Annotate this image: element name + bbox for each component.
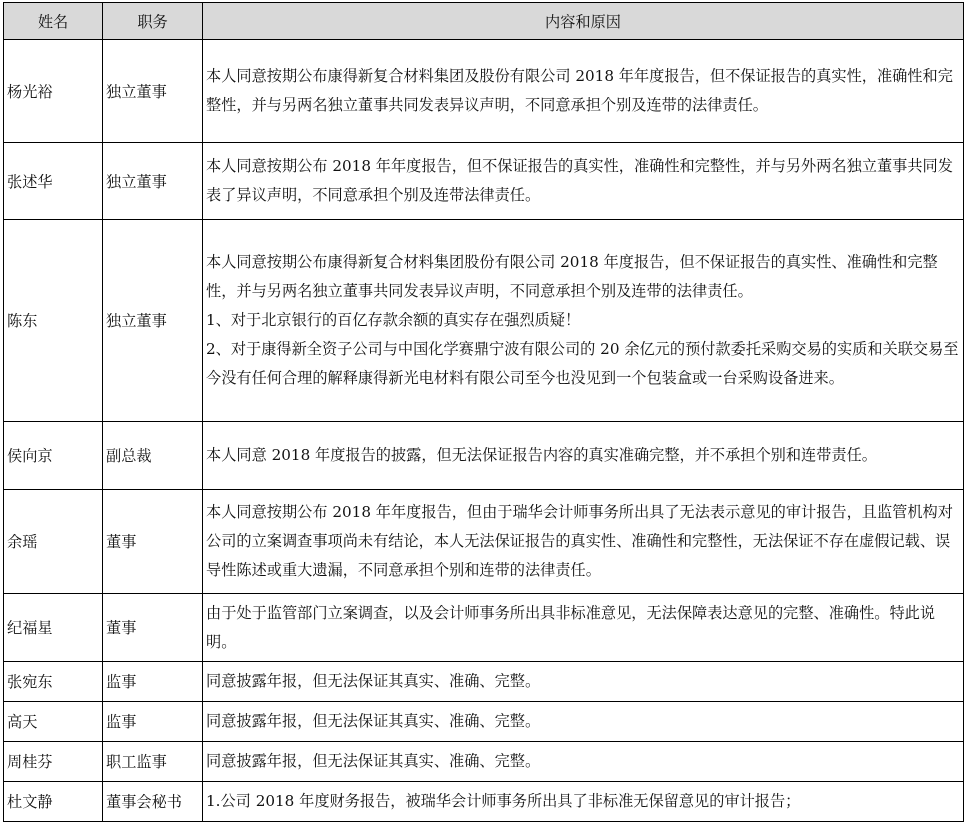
statement-line: 本人同意按期公布 2018 年年度报告，但由于瑞华会计师事务所出具了无法表示意见的审计报告，且监管机构对公司的立案调查事项尚未有结论，本人无法保证报告的真实性、准确性和完整性，无法保证不存在虚假记载、误导性陈述或重大遗漏，不同意承担个别和连带的法律责任。 <box>206 503 953 579</box>
header-name: 姓名 <box>4 3 103 40</box>
table-row <box>4 490 964 594</box>
statement-line: 同意披露年报，但无法保证其真实、准确、完整。 <box>206 672 541 690</box>
statement <box>203 662 964 702</box>
person-name: 余瑶 <box>4 490 103 594</box>
table-row <box>4 742 964 782</box>
person-name: 高天 <box>4 702 103 742</box>
table-row <box>4 702 964 742</box>
statement-line: 由于处于监管部门立案调查，以及会计师事务所出具非标准意见，无法保障表达意见的完整、准确性。特此说明。 <box>206 603 935 651</box>
header-row <box>4 3 964 40</box>
statement <box>203 702 964 742</box>
person-name: 杨光裕 <box>4 40 103 143</box>
statement <box>203 40 964 143</box>
statement-line: 同意披露年报，但无法保证其真实、准确、完整。 <box>206 712 541 730</box>
header-role: 职务 <box>103 3 203 40</box>
person-role: 独立董事 <box>103 220 203 422</box>
table-row <box>4 422 964 490</box>
table-row <box>4 662 964 702</box>
table-row <box>4 782 964 822</box>
person-role: 职工监事 <box>103 742 203 782</box>
statement <box>203 742 964 782</box>
director-statements-table <box>3 2 964 822</box>
person-role: 董事会秘书 <box>103 782 203 822</box>
header-content: 内容和原因 <box>203 3 964 40</box>
statement-line: 2、对于康得新全资子公司与中国化学赛鼎宁波有限公司的 20 余亿元的预付款委托采购交易的实质和关联交易至今没有任何合理的解释康得新光电材料有限公司至今也没见到一个包装盒或一台采购设备进来。 <box>206 340 959 387</box>
person-role: 董事 <box>103 490 203 594</box>
person-role: 董事 <box>103 594 203 662</box>
statement <box>203 422 964 490</box>
statement-line: 1.公司 2018 年度财务报告，被瑞华会计师事务所出具了非标准无保留意见的审计报告； <box>206 792 801 810</box>
statement-line: 本人同意按期公布康得新复合材料集团及股份有限公司 2018 年年度报告，但不保证报告的真实性，准确性和完整性，并与另两名独立董事共同发表异议声明，不同意承担个别及连带的法律责任。 <box>206 67 953 114</box>
person-name: 纪福星 <box>4 594 103 662</box>
statement-line: 本人同意 2018 年度报告的披露，但无法保证报告内容的真实准确完整，并不承担个别和连带责任。 <box>206 446 877 464</box>
person-name: 张宛东 <box>4 662 103 702</box>
statement-line: 同意披露年报，但无法保证其真实、准确、完整。 <box>206 752 541 770</box>
statement-line: 本人同意按期公布康得新复合材料集团股份有限公司 2018 年度报告，但不保证报告的真实性、准确性和完整性，并与另两名独立董事共同发表异议声明，不同意承担个别及连带的法律责任。 <box>206 253 938 300</box>
statement <box>203 143 964 220</box>
table-row <box>4 143 964 220</box>
person-role: 独立董事 <box>103 143 203 220</box>
person-role: 监事 <box>103 662 203 702</box>
person-name: 周桂芬 <box>4 742 103 782</box>
table-row <box>4 40 964 143</box>
person-role: 副总裁 <box>103 422 203 490</box>
statement-line: 本人同意按期公布 2018 年年度报告，但不保证报告的真实性，准确性和完整性，并与另外两名独立董事共同发表了异议声明，不同意承担个别及连带法律责任。 <box>206 157 953 204</box>
person-name: 陈东 <box>4 220 103 422</box>
table-row <box>4 220 964 422</box>
statement <box>203 782 964 822</box>
table-row <box>4 594 964 662</box>
statement-line: 1、对于北京银行的百亿存款余额的真实存在强烈质疑！ <box>206 311 581 329</box>
person-role: 独立董事 <box>103 40 203 143</box>
person-name: 杜文静 <box>4 782 103 822</box>
statement <box>203 594 964 662</box>
person-role: 监事 <box>103 702 203 742</box>
person-name: 侯向京 <box>4 422 103 490</box>
statement <box>203 220 964 422</box>
person-name: 张述华 <box>4 143 103 220</box>
statement <box>203 490 964 594</box>
